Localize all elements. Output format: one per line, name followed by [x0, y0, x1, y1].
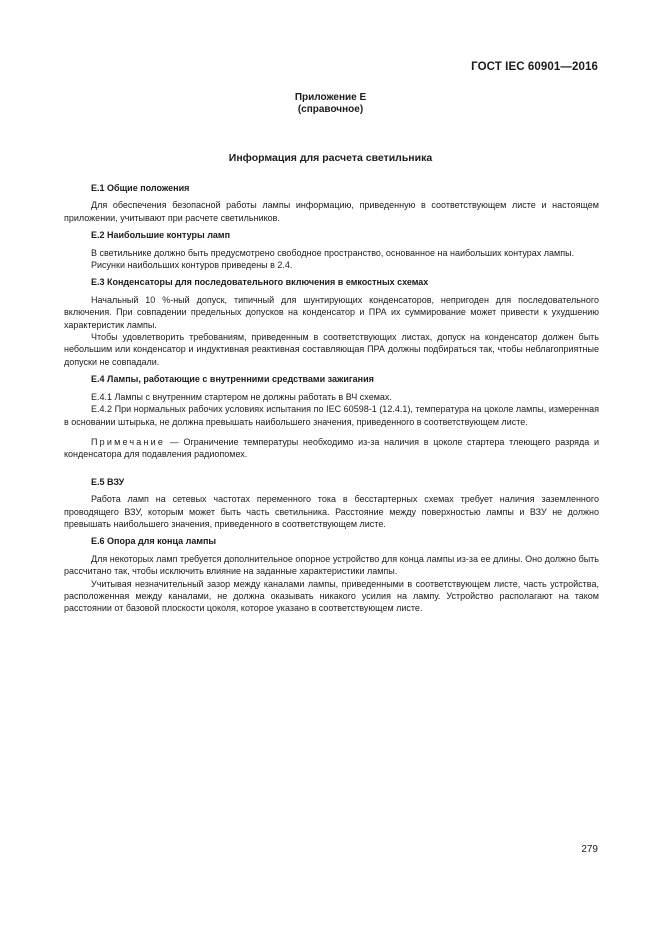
page-number: 279: [581, 844, 598, 855]
section-heading-e2: Е.2 Наибольшие контуры ламп: [91, 230, 231, 241]
section-heading-e5: Е.5 ВЗУ: [91, 476, 125, 487]
note-text: — Ограничение температуры необходимо из-за наличия в цоколе стартера тлеющего разряда и конденсатора для подавления радиопомех.: [64, 436, 599, 460]
document-title: Информация для расчета светильника: [228, 152, 433, 164]
paragraph: Для некоторых ламп требуется дополнительное опорное устройство для конца лампы из-за ее длины. Оно должно быть рассчитано так, чтобы исключить влияние на заданные характеристики лампы.: [64, 553, 599, 577]
annex-heading: [0, 92, 661, 116]
paragraph: Учитывая незначительный зазор между каналами лампы, приведенными в соответствующем листе, часть устройства, расположенная между каналами, не должна оказывать никакого усилия на лампу. Устройство располагают на таком расстоянии от базовой плоскости цоколя, которое указано в соответствующем листе.: [64, 578, 599, 614]
paragraph: Е.4.2 При нормальных рабочих условиях испытания по IEC 60598-1 (12.4.1), температура на цоколе лампы, измеренная в основании штырька, не должна превышать наибольшего значения, приведенного в соответствующем листе.: [64, 404, 599, 427]
paragraph: Е.4.1 Лампы с внутренним стартером не должны работать в ВЧ схемах.: [91, 391, 392, 402]
paragraph: Для обеспечения безопасной работы лампы информацию, приведенную в соответствующем листе и настоящем приложении, учитывают при расчете светильников.: [64, 200, 599, 223]
annex-subtitle: (справочное): [297, 104, 364, 115]
document-body: [64, 182, 599, 615]
section-heading-e3: Е.3 Конденсаторы для последовательного включения в емкостных схемах: [91, 277, 429, 288]
annex-title: Приложение Е: [294, 92, 367, 103]
section-heading-e6: Е.6 Опора для конца лампы: [91, 536, 217, 547]
section-heading-e1: Е.1 Общие положения: [91, 183, 190, 193]
paragraph: Начальный 10 %-ный допуск, типичный для шунтирующих конденсаторов, непригоден для последовательного включения. При совпадении предельных допусков на конденсатор и ПРА их суммирование может привести к ухудшению характеристик лампы.: [64, 294, 599, 330]
paragraph: Чтобы удовлетворить требованиям, приведенным в соответствующих листах, допуск на конденсатор должен быть небольшим или конденсатор и индуктивная реактивная составляющая ПРА должны подбираться так, чтобы неблагоприятные допуски не совпадали.: [64, 332, 599, 367]
standard-designation: ГОСТ IEC 60901—2016: [471, 61, 598, 73]
note: [64, 436, 599, 461]
paragraph: Работа ламп на сетевых частотах переменного тока в бесстартерных схемах требует наличия заземленного проводящего ВЗУ, которым может быть часть светильника. Расстояние между поверхностью лампы и ВЗУ не должно превышать наибольшего значения, приведенного в соответствующем листе.: [64, 494, 599, 529]
paragraph: Рисунки наибольших контуров приведены в 2.4.: [91, 260, 293, 271]
section-heading-e4: Е.4 Лампы, работающие с внутренними средствами зажигания: [91, 374, 374, 385]
paragraph: В светильнике должно быть предусмотрено свободное пространство, основанное на наибольших контурах лампы.: [91, 247, 575, 258]
note-label: Примечание: [91, 436, 166, 447]
